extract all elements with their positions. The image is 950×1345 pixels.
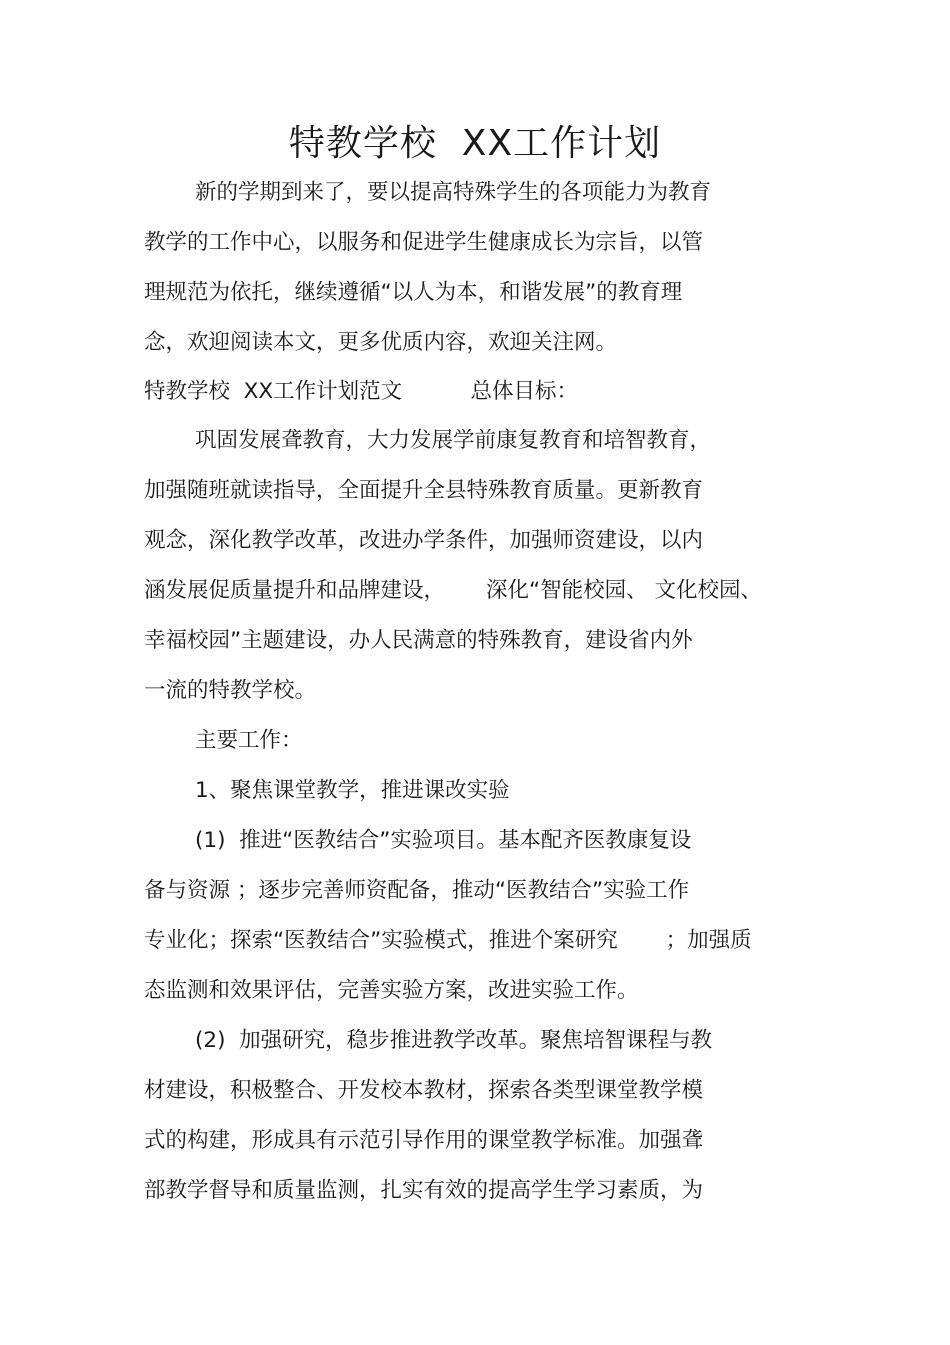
text-line: 备与资源 ；逐步完善师资配备，推动“医教结合”实验工作 [144,878,690,903]
text-line: 涵发展促质量提升和品牌建设， 深化“智能校园、 文化校园、 [144,578,762,603]
text-line: (2) 加强研究，稳步推进教学改革。聚焦培智课程与教 [195,1028,713,1053]
text-line: 材建设，积极整合、开发校本教材，探索各类型课堂教学模 [144,1078,704,1103]
section-heading-line: 主要工作： [195,728,303,753]
text-line: 专业化；探索“医教结合”实验模式，推进个案研究 ；加强质 [144,928,752,953]
text-line: (1) 推进“医教结合”实验项目。基本配齐医教康复设 [195,828,692,853]
section-heading-line: 特教学校 XX工作计划范文 总体目标： [144,379,578,404]
document-title: 特教学校 XX工作计划 [288,123,662,164]
text-line: 教学的工作中心，以服务和促进学生健康成长为宗旨，以管 [144,230,704,255]
text-line: 幸福校园”主题建设，办人民满意的特殊教育，建设省内外 [144,628,693,653]
subsection-heading-line: 1、聚焦课堂教学，推进课改实验 [195,778,510,803]
text-line: 观念，深化教学改革，改进办学条件，加强师资建设，以内 [144,528,704,553]
text-line: 理规范为依托，继续遵循“以人为本，和谐发展”的教育理 [144,280,683,305]
text-line: 加强随班就读指导，全面提升全县特殊教育质量。更新教育 [144,478,704,503]
text-line: 部教学督导和质量监测，扎实有效的提高学生学习素质，为 [144,1178,704,1203]
text-line: 态监测和效果评估，完善实验方案，改进实验工作。 [144,978,639,1003]
text-line: 一流的特教学校。 [144,678,317,703]
text-line: 式的构建，形成具有示范引导作用的课堂教学标准。加强聋 [144,1128,704,1153]
text-line: 新的学期到来了，要以提高特殊学生的各项能力为教育 [195,180,712,205]
text-line: 念，欢迎阅读本文，更多优质内容，欢迎关注网。 [144,330,618,355]
text-line: 巩固发展聋教育，大力发展学前康复教育和培智教育， [195,428,712,453]
